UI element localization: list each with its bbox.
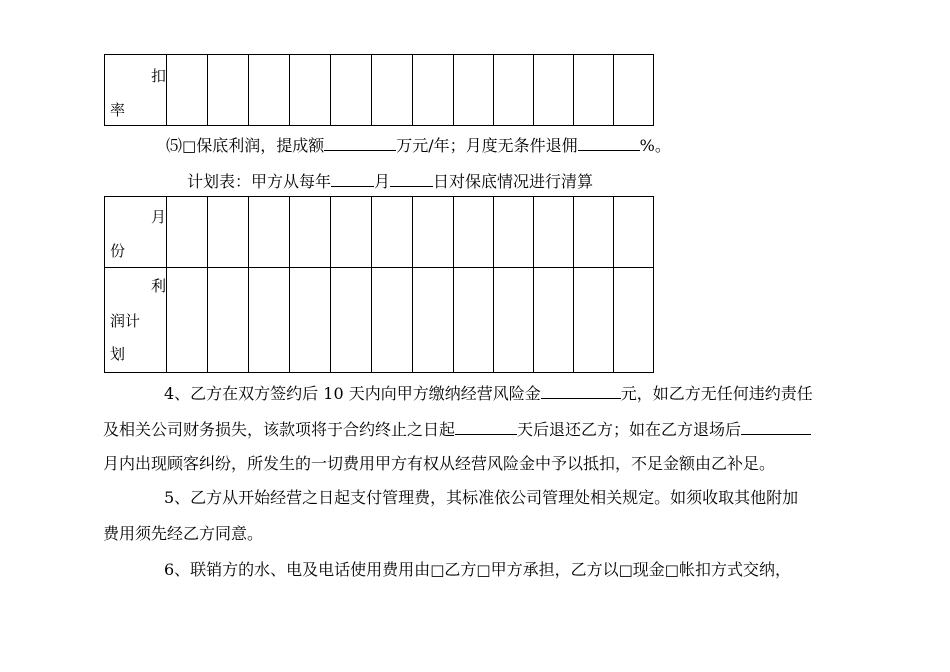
refund-days-blank[interactable]	[455, 418, 517, 435]
para6-text-b: 乙方	[444, 560, 477, 579]
month-cell[interactable]	[208, 197, 249, 268]
month-cell[interactable]	[413, 197, 454, 268]
month-cell[interactable]	[454, 197, 494, 268]
rate-cell[interactable]	[494, 55, 534, 126]
profit-plan-cell[interactable]	[534, 268, 574, 373]
clause5-line	[166, 134, 671, 156]
clause5-text-2: 万元/年；月度无条件退佣	[396, 136, 578, 155]
para6-text-a: 6、联销方的水、电及电话使用费用由	[164, 560, 431, 579]
para4-text-3: 月内出现顾客纠纷，所发生的一切费用甲方有权从经营风险金中予以抵扣，不足金额由乙补足。	[103, 454, 776, 473]
para6-text-d: 现金	[632, 560, 665, 579]
para5-text-1: 5、乙方从开始经营之日起支付管理费，其标准依公司管理处相关规定。如须收取其他附加	[164, 488, 799, 507]
risk-deposit-blank[interactable]	[541, 382, 621, 399]
rate-cell[interactable]	[614, 55, 654, 126]
profit-plan-cell[interactable]	[290, 268, 331, 373]
month-cell[interactable]	[494, 197, 534, 268]
profit-plan-cell[interactable]	[372, 268, 413, 373]
month-cell[interactable]	[167, 197, 208, 268]
checkbox-icon[interactable]: □	[664, 561, 679, 579]
plan-text-2: 月	[374, 172, 391, 191]
checkbox-icon[interactable]: □	[618, 561, 633, 579]
rate-label-cell	[105, 55, 167, 126]
profit-plan-cell[interactable]	[208, 268, 249, 373]
month-label-top: 月	[150, 208, 166, 226]
para5-text-2: 费用须先经乙方同意。	[103, 524, 264, 543]
rate-cell[interactable]	[331, 55, 372, 126]
profit-plan-table	[104, 196, 654, 373]
month-cell[interactable]	[574, 197, 614, 268]
para4-text-2a: 及相关公司财务损失，该款项将于合约终止之日起	[103, 420, 456, 439]
rate-cell[interactable]	[574, 55, 614, 126]
rate-cell[interactable]	[290, 55, 331, 126]
profit-plan-cell[interactable]	[413, 268, 454, 373]
month-cell[interactable]	[372, 197, 413, 268]
para4-text-1b: 元，如乙方无任何违约责任	[620, 384, 813, 403]
profit-plan-cell[interactable]	[167, 268, 208, 373]
para4-line2	[103, 418, 811, 440]
profit-plan-cell[interactable]	[494, 268, 534, 373]
checkbox-icon[interactable]: □	[430, 561, 445, 579]
rate-cell[interactable]	[249, 55, 290, 126]
month-cell[interactable]	[331, 197, 372, 268]
commission-amount-blank[interactable]	[324, 134, 396, 151]
plan-line	[187, 170, 593, 192]
profit-plan-cell[interactable]	[614, 268, 654, 373]
month-cell[interactable]	[249, 197, 290, 268]
profit-plan-cell[interactable]	[574, 268, 614, 373]
rate-cell[interactable]	[454, 55, 494, 126]
profit-plan-label-cell	[105, 268, 167, 373]
para4-text-1a: 4、乙方在双方签约后 10 天内向甲方缴纳经营风险金	[164, 384, 541, 403]
rate-cell[interactable]	[413, 55, 454, 126]
settle-month-blank[interactable]	[331, 170, 374, 187]
profit-plan-label-3: 划	[110, 345, 126, 363]
rate-label-top: 扣	[150, 67, 166, 85]
para6-line1	[164, 560, 791, 580]
month-label-cell	[105, 197, 167, 268]
para5-line1	[164, 488, 798, 508]
month-label-bottom: 份	[110, 242, 126, 260]
settle-day-blank[interactable]	[390, 170, 433, 187]
profit-plan-cell[interactable]	[331, 268, 372, 373]
rate-cell[interactable]	[534, 55, 574, 126]
rate-cell[interactable]	[208, 55, 249, 126]
checkbox-icon[interactable]: □	[182, 137, 197, 155]
rebate-percent-blank[interactable]	[578, 134, 640, 151]
para6-text-e: 帐扣方式交纳，	[678, 560, 791, 579]
month-cell[interactable]	[614, 197, 654, 268]
para4-line1	[164, 382, 813, 404]
profit-plan-cell[interactable]	[249, 268, 290, 373]
profit-plan-label-2: 润计	[110, 312, 141, 330]
rate-cell[interactable]	[372, 55, 413, 126]
checkbox-icon[interactable]: □	[476, 561, 491, 579]
rate-label-bottom: 率	[110, 101, 126, 119]
clause5-number: ⑸	[166, 136, 183, 155]
rate-cell[interactable]	[167, 55, 208, 126]
para6-text-c: 甲方承担，乙方以	[490, 560, 619, 579]
profit-plan-label-1: 利	[150, 277, 166, 295]
month-cell[interactable]	[290, 197, 331, 268]
para4-line3	[103, 454, 775, 474]
rate-table	[104, 54, 654, 126]
month-cell[interactable]	[534, 197, 574, 268]
clause5-text-1: 保底利润，提成额	[196, 136, 325, 155]
exit-months-blank[interactable]	[741, 418, 811, 435]
para4-text-2b: 天后退还乙方；如在乙方退场后	[517, 420, 742, 439]
plan-text-3: 日对保底情况进行清算	[433, 172, 594, 191]
clause5-text-3: %。	[639, 136, 671, 155]
para5-line2	[103, 524, 263, 544]
profit-plan-cell[interactable]	[454, 268, 494, 373]
plan-text-1: 计划表：甲方从每年	[187, 172, 332, 191]
